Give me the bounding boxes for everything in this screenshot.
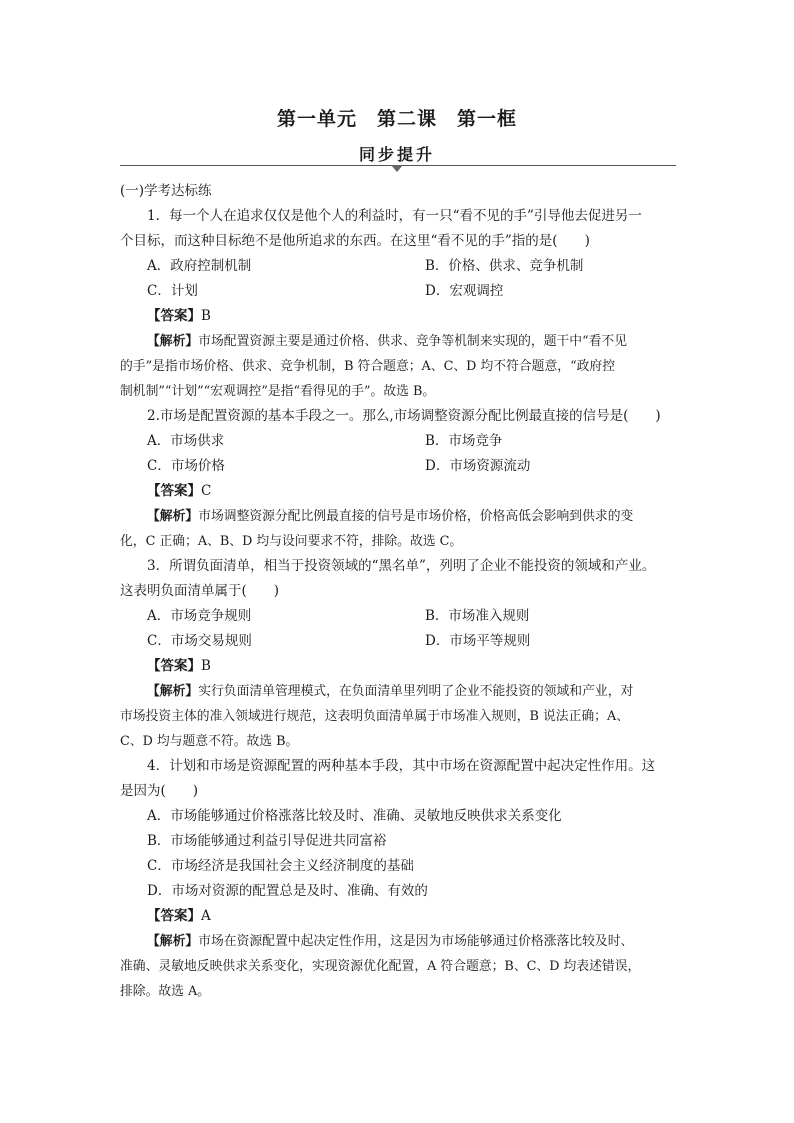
answer-value: B	[201, 658, 211, 674]
answer-line	[120, 304, 676, 329]
question-4-stem: 4．计划和市场是资源配置的两种基本手段，其中市场在资源配置中起决定性作用。这	[147, 758, 656, 774]
option-c: C．计划	[147, 283, 198, 299]
question-3-stem: 3．所谓负面清单，相当于投资领域的“黑名单”，列明了企业不能投资的领域和产业。	[147, 558, 656, 574]
question-1-stem: 个目标，而这种目标绝不是他所追求的东西。在这里“看不见的手”指的是( )	[120, 233, 590, 249]
option-d: D．市场资源流动	[425, 458, 531, 474]
answer-line	[120, 479, 676, 504]
option-d: D．市场对资源的配置总是及时、准确、有效的	[147, 883, 428, 899]
analysis-text: 市场调整资源分配比例最直接的信号是市场价格，价格高低会影响到供求的变	[198, 509, 634, 524]
question-4-stem: 是因为( )	[120, 783, 199, 799]
analysis-line	[120, 929, 676, 954]
analysis-line	[120, 679, 676, 704]
section-heading: (一)学考达标练	[120, 183, 212, 199]
analysis-text: 市场配置资源主要是通过价格、供求、竞争等机制来实现的，题干中“看不见	[198, 334, 628, 349]
option-a: A．市场能够通过价格涨落比较及时、准确、灵敏地反映供求关系变化	[147, 808, 562, 824]
question-3-stem: 这表明负面清单属于( )	[120, 583, 280, 599]
answer-value: A	[201, 908, 211, 924]
analysis-text: 排除。故选 A。	[120, 984, 211, 999]
option-b: B．市场准入规则	[425, 608, 530, 624]
analysis-text: 实行负面清单管理模式，在负面清单里列明了企业不能投资的领域和产业，对	[198, 684, 634, 699]
option-c: C．市场价格	[147, 458, 225, 474]
analysis-tag: 【解析】	[147, 934, 199, 949]
page-subtitle: 同步提升	[358, 145, 435, 164]
analysis-text: 化，C 正确；A、B、D 均与设问要求不符，排除。故选 C。	[120, 534, 463, 549]
option-a: A．政府控制机制	[147, 258, 252, 274]
question-2-stem: 2.市场是配置资源的基本手段之一。那么,市场调整资源分配比例最直接的信号是( )	[147, 408, 661, 424]
answer-value: B	[201, 308, 211, 324]
option-b: B．价格、供求、竞争机制	[425, 258, 584, 274]
option-c: C．市场经济是我国社会主义经济制度的基础	[147, 858, 414, 874]
answer-tag: 【答案】	[147, 658, 201, 674]
question-1-stem: 1．每一个人在追求仅仅是他个人的利益时，有一只“看不见的手”引导他去促进另一	[147, 208, 642, 224]
answer-line	[120, 904, 676, 929]
answer-value: C	[201, 483, 212, 499]
analysis-tag: 【解析】	[147, 509, 199, 524]
analysis-text: 准确、灵敏地反映供求关系变化，实现资源优化配置，A 符合题意；B、C、D 均表述错误，	[120, 959, 641, 974]
answer-tag: 【答案】	[147, 308, 201, 324]
analysis-text: C、D 均与题意不符。故选 B。	[120, 734, 299, 749]
option-a: A．市场供求	[147, 433, 225, 449]
analysis-text: 制机制”“计划”“宏观调控”是指“看得见的手”。故选 B。	[120, 384, 436, 399]
answer-tag: 【答案】	[147, 908, 201, 924]
answer-line	[120, 654, 676, 679]
analysis-tag: 【解析】	[147, 684, 199, 699]
option-c: C．市场交易规则	[147, 633, 252, 649]
answer-tag: 【答案】	[147, 483, 201, 499]
analysis-line	[120, 329, 676, 354]
exercise-content	[120, 179, 676, 1004]
page-title: 第一单元 第二课 第一框	[276, 108, 517, 130]
option-d: D．市场平等规则	[425, 633, 531, 649]
option-a: A．市场竞争规则	[147, 608, 252, 624]
analysis-text: 市场投资主体的准入领域进行规范，这表明负面清单属于市场准入规则，B 说法正确；A、	[120, 709, 629, 724]
divider-triangle-icon	[391, 165, 403, 172]
option-d: D．宏观调控	[425, 283, 504, 299]
option-b: B．市场能够通过利益引导促进共同富裕	[147, 833, 387, 849]
option-b: B．市场竞争	[425, 433, 503, 449]
analysis-text: 的手”是指市场价格、供求、竞争机制，B 符合题意；A、C、D 均不符合题意，“政府控	[120, 359, 616, 374]
analysis-line	[120, 504, 676, 529]
analysis-text: 市场在资源配置中起决定性作用，这是因为市场能够通过价格涨落比较及时、	[198, 934, 634, 949]
analysis-tag: 【解析】	[147, 334, 199, 349]
